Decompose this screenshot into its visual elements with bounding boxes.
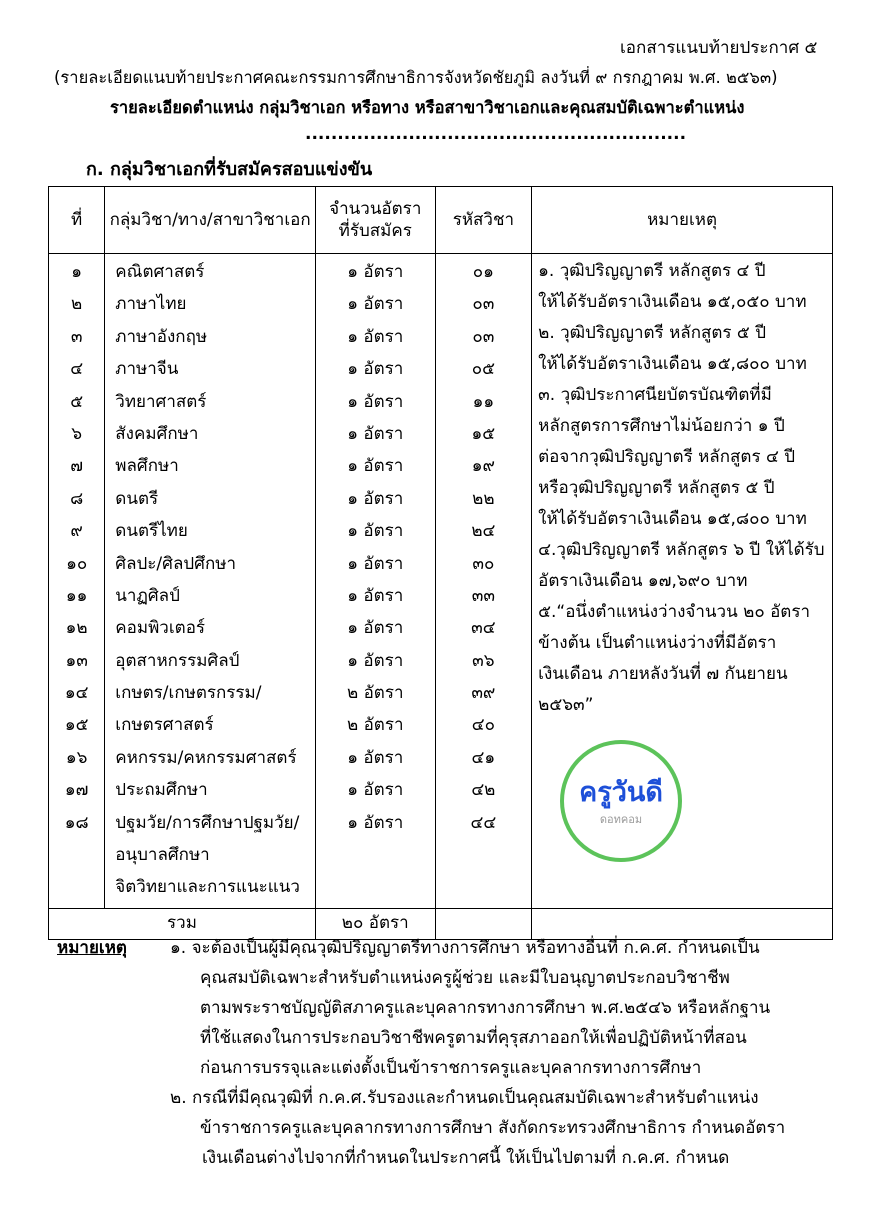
note-line: ให้ได้รับอัตราเงินเดือน ๑๕,๘๐๐ บาท <box>538 354 807 374</box>
row-quantity: ๑ อัตรา <box>347 423 404 444</box>
row-code: ๔๒ <box>471 780 496 801</box>
note-line: ๔.วุฒิปริญญาตรี หลักสูตร ๖ ปี ให้ได้รับ <box>538 540 825 560</box>
row-number: ๖ <box>71 423 83 444</box>
row-number: ๔ <box>70 359 84 380</box>
remarks-label: หมายเหตุ <box>57 938 127 958</box>
row-subject-continuation: จิตวิทยาและการแนะแนว <box>115 877 300 898</box>
row-quantity: ๑ อัตรา <box>347 812 404 833</box>
row-quantity: ๒ อัตรา <box>346 683 404 704</box>
row-quantity: ๑ อัตรา <box>347 326 404 347</box>
row-subject: ศิลปะ/ศิลปศึกษา <box>115 553 236 574</box>
row-subject: คณิตศาสตร์ <box>115 262 205 282</box>
note-line: ให้ได้รับอัตราเงินเดือน ๑๕,๐๕๐ บาท <box>538 292 807 312</box>
note-line: อัตราเงินเดือน ๑๗,๖๙๐ บาท <box>538 571 748 591</box>
table-header-row <box>49 187 833 254</box>
remark-line: ที่ใช้แสดงในการประกอบวิชาชีพครูตามที่คุรุสภาออกให้เพื่อปฏิบัติหน้าที่สอน <box>200 1028 747 1048</box>
row-number: ๑๔ <box>64 683 89 704</box>
row-number: ๓ <box>70 326 83 347</box>
note-line: ๒. วุฒิปริญญาตรี หลักสูตร ๕ ปี <box>538 323 766 343</box>
row-code: ๓๓ <box>471 585 495 606</box>
row-code: ๓๙ <box>471 683 496 704</box>
row-number: ๑๖ <box>65 747 88 768</box>
row-quantity: ๑ อัตรา <box>347 294 404 315</box>
note-line: เงินเดือน ภายหลังวันที่ ๗ กันยายน <box>538 664 788 684</box>
note-line: ๕.“อนึ่งตำแหน่งว่างจำนวน ๒๐ อัตรา <box>538 602 811 622</box>
row-subject: ประถมศึกษา <box>115 780 208 801</box>
note-line: ต่อจากวุฒิปริญญาตรี หลักสูตร ๔ ปี <box>538 447 796 467</box>
row-number: ๑๑ <box>65 585 88 606</box>
row-quantity: ๑ อัตรา <box>347 650 404 671</box>
header-quantity-line2: ที่รับสมัคร <box>338 221 412 241</box>
row-quantity: ๑ อัตรา <box>347 456 404 477</box>
row-number: ๒ <box>71 294 83 315</box>
row-code: ๔๑ <box>471 747 496 768</box>
kruwandee-stamp <box>560 740 682 862</box>
remark-line: คุณสมบัติเฉพาะสำหรับตำแหน่งครูผู้ช่วย และมีใบอนุญาตประกอบวิชาชีพ <box>200 968 730 988</box>
row-code: ๐๓ <box>472 294 495 315</box>
header-code: รหัสวิชา <box>435 187 532 254</box>
stamp-main-text: ครูวันดี <box>579 777 663 808</box>
table-body-row <box>49 254 833 909</box>
header-no: ที่ <box>49 187 105 254</box>
row-code: ๒๒ <box>472 488 495 509</box>
row-number: ๑๗ <box>64 780 89 801</box>
note-line: หลักสูตรการศึกษาไม่น้อยกว่า ๑ ปี <box>538 416 785 436</box>
header-subject: กลุ่มวิชา/ทาง/สาขาวิชาเอก <box>105 187 316 254</box>
row-quantity: ๑ อัตรา <box>347 618 404 639</box>
row-subject: เกษตร/เกษตรกรรม/ <box>115 683 262 704</box>
row-subject-continuation: อนุบาลศึกษา <box>115 845 210 866</box>
positions-table <box>48 186 833 940</box>
note-line: ๓. วุฒิประกาศนียบัตรบัณฑิตที่มี <box>538 385 772 405</box>
row-code: ๑๕ <box>471 423 496 444</box>
row-number: ๑๘ <box>64 812 89 833</box>
stamp-sub-text: ดอทคอม <box>599 813 643 826</box>
header-note: หมายเหตุ <box>532 187 833 254</box>
row-number: ๑๒ <box>65 618 88 639</box>
row-number: ๗ <box>70 456 84 477</box>
row-quantity: ๑ อัตรา <box>347 391 404 412</box>
row-subject: คอมพิวเตอร์ <box>115 618 206 639</box>
row-code: ๐๑ <box>472 262 494 282</box>
row-code: ๑๙ <box>471 456 495 477</box>
row-subject: นาฏศิลป์ <box>115 585 180 606</box>
column-subject <box>105 254 316 909</box>
row-quantity: ๒ อัตรา <box>346 715 404 736</box>
row-quantity: ๑ อัตรา <box>347 747 404 768</box>
row-subject: พลศึกษา <box>115 456 179 477</box>
row-number: ๑๓ <box>65 650 88 671</box>
remark-line: ๑. จะต้องเป็นผู้มีคุณวุฒิปริญญาตรีทางการศึกษา หรือทางอื่นที่ ก.ค.ศ. กำหนดเป็น <box>170 938 760 958</box>
section-heading: ก. กลุ่มวิชาเอกที่รับสมัครสอบแข่งขัน <box>86 159 373 180</box>
row-number: ๑๐ <box>66 553 88 574</box>
document-title: รายละเอียดตำแหน่ง กลุ่มวิชาเอก หรือทาง หรือสาขาวิชาเอกและคุณสมบัติเฉพาะตำแหน่ง <box>110 98 745 117</box>
total-value: ๒๐ อัตรา <box>315 908 435 939</box>
attachment-label: เอกสารแนบท้ายประกาศ ๕ <box>620 38 818 58</box>
row-quantity: ๑ อัตรา <box>347 780 404 801</box>
row-number: ๑ <box>71 262 83 282</box>
row-subject: คหกรรม/คหกรรมศาสตร์ <box>115 747 297 768</box>
row-code: ๓๔ <box>471 618 496 639</box>
row-quantity: ๑ อัตรา <box>347 521 404 542</box>
remarks-block <box>170 933 785 1173</box>
row-code: ๔๔ <box>470 812 497 833</box>
row-subject: ภาษาจีน <box>115 359 179 380</box>
row-subject: ภาษาอังกฤษ <box>115 326 208 347</box>
row-number: ๕ <box>70 391 84 412</box>
remark-line: ๒. กรณีที่มีคุณวุฒิที่ ก.ค.ศ.รับรองและกำหนดเป็นคุณสมบัติเฉพาะสำหรับตำแหน่ง <box>170 1088 759 1108</box>
total-label: รวม <box>49 908 316 939</box>
row-subject: ปฐมวัย/การศึกษาปฐมวัย/ <box>115 812 300 833</box>
row-code: ๓๐ <box>472 553 495 574</box>
row-subject: สังคมศึกษา <box>115 423 199 444</box>
row-subject: ภาษาไทย <box>115 294 187 315</box>
note-line: ๑. วุฒิปริญญาตรี หลักสูตร ๔ ปี <box>538 261 766 281</box>
row-subject: ดนตรี <box>115 488 159 509</box>
remark-line: ตามพระราชบัญญัติสภาครูและบุคลากรทางการศึกษา พ.ศ.๒๕๔๖ หรือหลักฐาน <box>200 998 771 1018</box>
header-quantity <box>315 187 435 254</box>
row-quantity: ๑ อัตรา <box>347 585 404 606</box>
row-quantity: ๑ อัตรา <box>347 553 404 574</box>
remark-line: ก่อนการบรรจุและแต่งตั้งเป็นข้าราชการครูและบุคลากรทางการศึกษา <box>200 1058 702 1078</box>
row-number: ๑๕ <box>64 715 89 736</box>
note-line: ให้ได้รับอัตราเงินเดือน ๑๕,๘๐๐ บาท <box>538 509 807 529</box>
row-code: ๑๑ <box>472 391 495 412</box>
row-quantity: ๑ อัตรา <box>347 262 404 282</box>
row-quantity: ๑ อัตรา <box>347 488 404 509</box>
row-code: ๓๖ <box>472 650 495 671</box>
row-subject: ดนตรีไทย <box>115 521 188 542</box>
row-code: ๒๔ <box>471 521 496 542</box>
header-quantity-line1: จำนวนอัตรา <box>329 199 422 219</box>
column-no <box>49 254 105 909</box>
note-line: ข้างต้น เป็นตำแหน่งว่างที่มีอัตรา <box>538 633 777 653</box>
column-quantity <box>315 254 435 909</box>
row-code: ๐๓ <box>472 326 495 347</box>
title-dots: ........................................................... <box>305 124 687 144</box>
row-quantity: ๑ อัตรา <box>347 359 404 380</box>
note-line: หรือวุฒิปริญญาตรี หลักสูตร ๕ ปี <box>538 478 775 498</box>
row-code: ๔๐ <box>471 715 495 736</box>
row-subject: วิทยาศาสตร์ <box>115 391 207 412</box>
column-code <box>435 254 532 909</box>
document-subtitle: (รายละเอียดแนบท้ายประกาศคณะกรรมการศึกษาธิการจังหวัดชัยภูมิ ลงวันที่ ๙ กรกฎาคม พ.ศ. ๒๕๖๓) <box>54 68 778 87</box>
remark-line: เงินเดือนต่างไปจากที่กำหนดในประกาศนี้ ให้เป็นไปตามที่ ก.ค.ศ. กำหนด <box>202 1148 730 1168</box>
row-subject: เกษตรศาสตร์ <box>115 715 214 736</box>
row-number: ๘ <box>70 488 84 509</box>
row-subject: อุตสาหกรรมศิลป์ <box>115 650 240 671</box>
remark-line: ข้าราชการครูและบุคลากรทางการศึกษา สังกัดกระทรวงศึกษาธิการ กำหนดอัตรา <box>200 1118 786 1138</box>
note-line: ๒๕๖๓” <box>538 695 594 715</box>
row-code: ๐๕ <box>471 359 495 380</box>
row-number: ๙ <box>70 521 83 542</box>
